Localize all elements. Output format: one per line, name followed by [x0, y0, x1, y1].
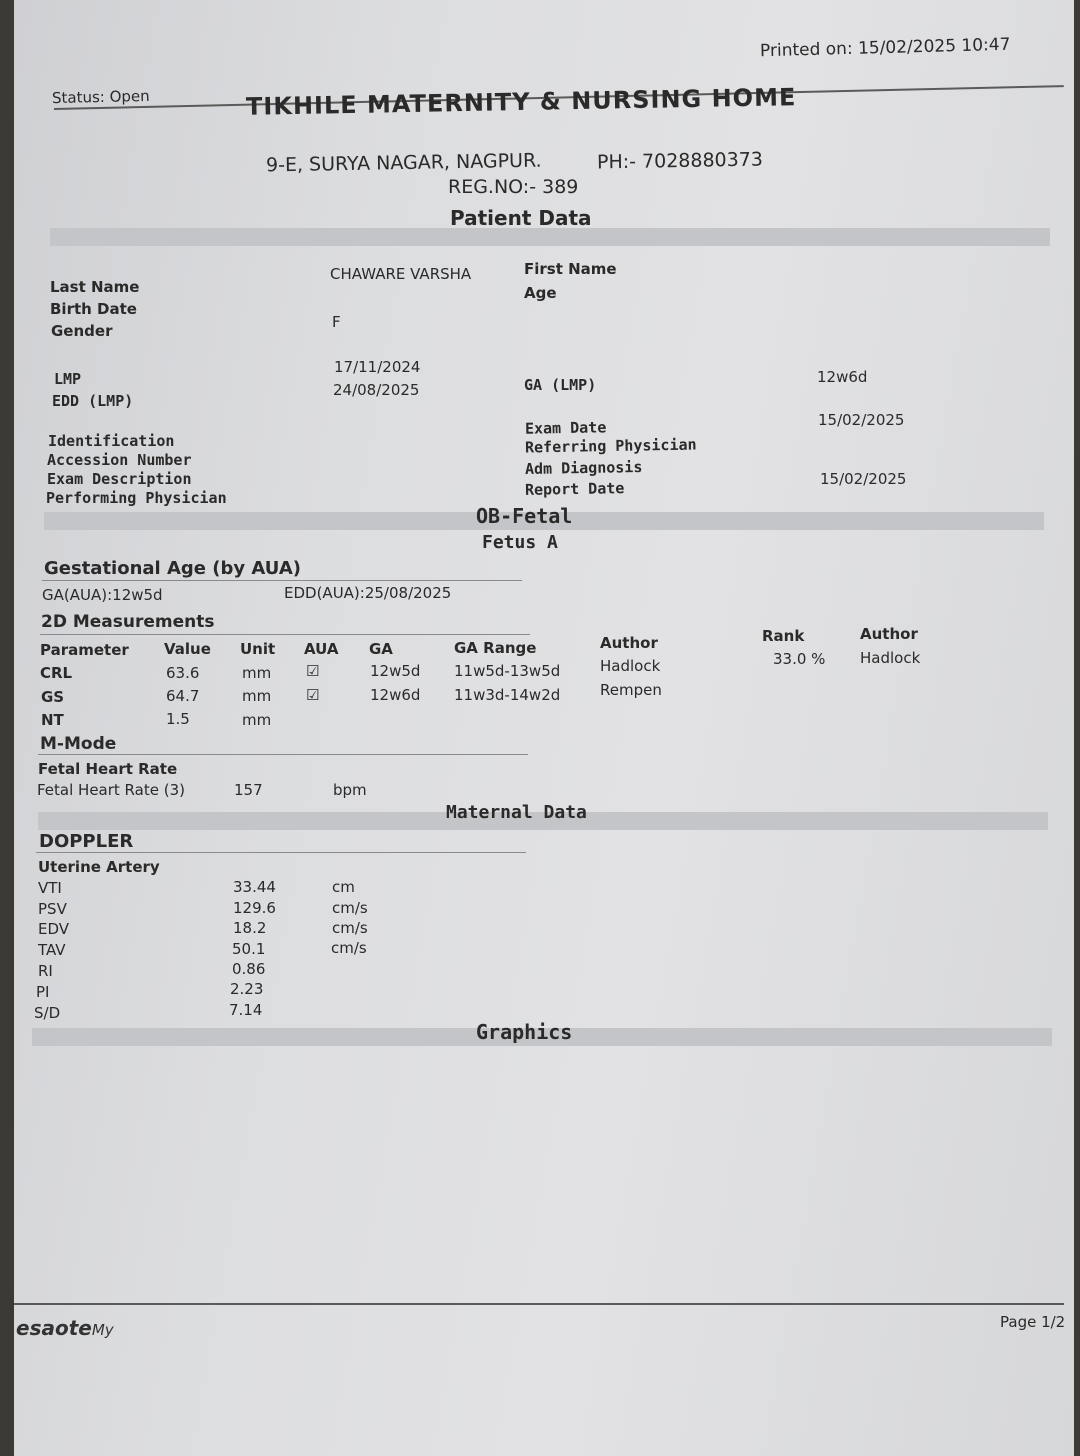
- ga-lmp-label: GA (LMP): [524, 376, 597, 394]
- edd-lmp-label: EDD (LMP): [52, 392, 134, 410]
- fhr-unit: bpm: [333, 781, 367, 799]
- doppler-row-label: RI: [38, 962, 53, 980]
- exam-description-label: Exam Description: [47, 470, 192, 488]
- status-label: Status: Open: [51, 86, 150, 108]
- table-row-ga: 12w5d: [370, 662, 421, 680]
- exam-date-value: 15/02/2025: [818, 411, 905, 429]
- clinic-phone: PH:- 7028880373: [596, 148, 764, 174]
- table-row-value: 63.6: [166, 664, 200, 682]
- fhr-value: 157: [234, 781, 263, 799]
- doppler-row-value: 0.86: [232, 960, 266, 978]
- table-row-unit: mm: [242, 711, 272, 729]
- doppler-row-label: S/D: [34, 1004, 61, 1022]
- doppler-row-value: 33.44: [233, 878, 276, 896]
- table-row-param: CRL: [40, 664, 73, 682]
- col-rank: Rank: [762, 627, 805, 645]
- table-row-param: GS: [41, 688, 65, 706]
- fhr-label: Fetal Heart Rate (3): [37, 781, 185, 799]
- table-row-ga: 12w6d: [370, 686, 421, 704]
- col-author: Author: [600, 634, 658, 652]
- mmode-rule: [38, 754, 528, 755]
- exam-date-label: Exam Date: [524, 418, 607, 438]
- doppler-rule: [36, 852, 526, 853]
- report-date-label: Report Date: [524, 479, 625, 499]
- table-row-range: 11w3d-14w2d: [454, 686, 561, 704]
- page-number: Page 1/2: [1000, 1313, 1066, 1331]
- ga-aua-value: GA(AUA):12w5d: [42, 586, 163, 604]
- doppler-row-label: PI: [36, 983, 50, 1001]
- printed-on: Printed on: 15/02/2025 10:47: [759, 34, 1011, 62]
- measurements-title: 2D Measurements: [41, 612, 215, 632]
- table-row-rank: 33.0 %: [773, 650, 826, 668]
- col-parameter: Parameter: [40, 641, 129, 659]
- doppler-row-value: 50.1: [232, 940, 266, 958]
- last-name-label: Last Name: [50, 278, 140, 296]
- report-date-value: 15/02/2025: [820, 470, 907, 488]
- doppler-row-label: EDV: [38, 920, 70, 938]
- doppler-row-value: 129.6: [233, 899, 276, 917]
- doppler-row-unit: cm/s: [332, 919, 368, 937]
- fhr-title: Fetal Heart Rate: [38, 760, 178, 778]
- graphics-title: Graphics: [476, 1020, 573, 1044]
- brand-name: esaote: [16, 1316, 92, 1340]
- lmp-value: 17/11/2024: [334, 358, 421, 376]
- patient-band: [50, 228, 1050, 246]
- doppler-row-value: 2.23: [230, 980, 264, 998]
- edd-aua-value: EDD(AUA):25/08/2025: [284, 584, 452, 602]
- doppler-row-unit: cm/s: [331, 939, 367, 957]
- doppler-row-label: VTI: [38, 879, 62, 897]
- edd-lmp-value: 24/08/2025: [333, 381, 420, 399]
- table-row-unit: mm: [242, 664, 272, 682]
- col-ga-range: GA Range: [454, 639, 537, 657]
- mmode-title: M-Mode: [40, 734, 117, 754]
- clinic-reg-no: REG.NO:- 389: [448, 176, 579, 198]
- table-row-aua-checkbox: ☑: [306, 662, 320, 680]
- accession-number-label: Accession Number: [47, 451, 192, 469]
- col-unit: Unit: [240, 640, 276, 658]
- doppler-row-value: 18.2: [233, 919, 267, 937]
- artery-title: Uterine Artery: [38, 858, 160, 876]
- first-name-label: First Name: [524, 260, 617, 278]
- gender-value: F: [332, 313, 341, 331]
- table-row-aua-checkbox: ☑: [306, 686, 320, 704]
- col-rank-author: Author: [860, 625, 918, 643]
- table-row-unit: mm: [242, 687, 272, 705]
- patient-section-title: Patient Data: [450, 206, 592, 230]
- age-label: Age: [524, 284, 557, 302]
- table-row-range: 11w5d-13w5d: [454, 662, 561, 680]
- lmp-label: LMP: [54, 370, 82, 388]
- measurements-rule: [40, 634, 530, 635]
- footer-rule: [14, 1303, 1064, 1305]
- referring-physician-label: Referring Physician: [524, 435, 697, 457]
- brand-suffix: My: [91, 1321, 114, 1339]
- doppler-row-label: PSV: [38, 900, 67, 918]
- ga-aua-title: Gestational Age (by AUA): [44, 558, 301, 579]
- gender-label: Gender: [51, 322, 113, 340]
- ga-aua-rule: [42, 580, 522, 581]
- col-value: Value: [164, 640, 211, 658]
- doppler-row-value: 7.14: [229, 1001, 263, 1019]
- doppler-row-unit: cm: [332, 878, 355, 896]
- identification-label: Identification: [48, 432, 175, 450]
- table-row-author: Rempen: [600, 681, 662, 699]
- col-ga: GA: [369, 640, 393, 658]
- table-row-value: 1.5: [166, 710, 190, 728]
- doppler-row-label: TAV: [38, 941, 66, 959]
- ga-lmp-value: 12w6d: [817, 368, 868, 386]
- table-row-value: 64.7: [166, 687, 200, 705]
- clinic-name: TIKHILE MATERNITY & NURSING HOME: [245, 83, 797, 121]
- doppler-title: DOPPLER: [39, 831, 134, 852]
- table-row-rank-author: Hadlock: [860, 649, 921, 667]
- brand-logo: [16, 1316, 114, 1340]
- table-row-param: NT: [41, 711, 64, 729]
- col-aua: AUA: [304, 640, 339, 658]
- fetus-title: Fetus A: [482, 532, 558, 553]
- report-page: [14, 0, 1074, 1456]
- ob-fetal-title: OB-Fetal: [476, 504, 573, 528]
- adm-diagnosis-label: Adm Diagnosis: [524, 457, 643, 479]
- birth-date-label: Birth Date: [50, 300, 137, 318]
- doppler-row-unit: cm/s: [332, 899, 368, 917]
- table-row-author: Hadlock: [600, 657, 661, 675]
- patient-name: CHAWARE VARSHA: [330, 265, 472, 283]
- performing-physician-label: Performing Physician: [46, 489, 227, 507]
- maternal-section-title: Maternal Data: [446, 802, 587, 823]
- clinic-address: 9-E, SURYA NAGAR, NAGPUR.: [265, 149, 542, 177]
